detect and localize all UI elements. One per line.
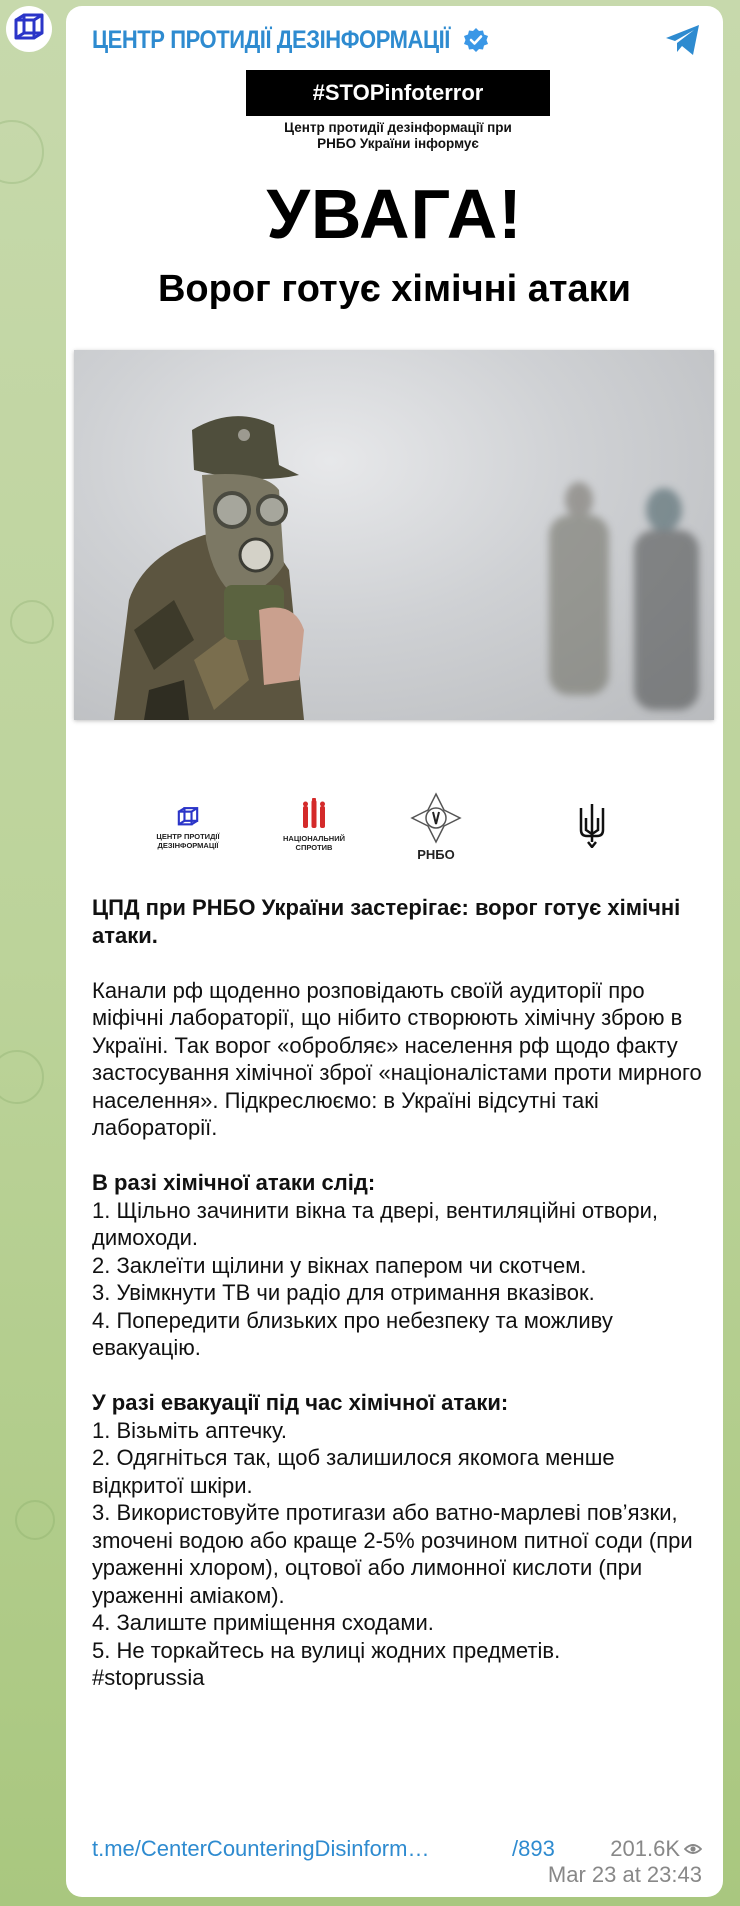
- hypercube-logo-icon: [176, 806, 200, 830]
- hypercube-logo-icon: [12, 12, 46, 46]
- section2-item: 2. Одягніться так, щоб залишилося якомога менше відкритої шкіри.: [92, 1445, 615, 1498]
- poster-headline: УВАГА!: [266, 175, 523, 253]
- rnbo-logo: [406, 792, 466, 862]
- logo-caption: НАЦІОНАЛЬНИЙ: [282, 834, 345, 843]
- section2-title: У разі евакуації під час хімічної атаки:: [92, 1390, 509, 1415]
- banner-subtitle: [216, 120, 580, 152]
- channel-avatar[interactable]: [6, 6, 52, 52]
- view-count: [610, 1836, 702, 1862]
- post-number-link[interactable]: /893: [512, 1836, 555, 1861]
- channel-name[interactable]: ЦЕНТР ПРОТИДІЇ ДЕЗІНФОРМАЦІЇ: [92, 25, 450, 54]
- share-telegram-icon[interactable]: [663, 22, 703, 58]
- post-timestamp: Mar 23 at 23:43: [547, 1862, 702, 1887]
- hashtag-banner: #STOPinfoterror: [246, 70, 550, 116]
- logo-caption: ДЕЗІНФОРМАЦІЇ: [157, 841, 219, 850]
- background-doodle: [10, 600, 54, 644]
- message-lead: ЦПД при РНБО України застерігає: ворог готує хімічні атаки.: [92, 895, 681, 948]
- trident-icon: [578, 804, 606, 848]
- logo-caption: РНБО: [417, 847, 455, 862]
- section1-item: 3. Увімкнути ТВ чи радіо для отримання вказівок.: [92, 1280, 595, 1305]
- eye-icon: [684, 1842, 702, 1856]
- background-doodle: [0, 1050, 44, 1104]
- figures-icon: [300, 798, 328, 832]
- gas-mask-soldier-photo: [74, 350, 714, 720]
- section1-item: 1. Щільно зачинити вікна та двері, вентиляційні отвори, димоходи.: [92, 1197, 659, 1250]
- logo-caption: ЦЕНТР ПРОТИДІЇ: [156, 832, 220, 841]
- poster-image[interactable]: [66, 62, 723, 902]
- poster-subheadline: Ворог готує хімічні атаки: [157, 268, 632, 310]
- views-value: 201.6K: [610, 1836, 680, 1861]
- message-bubble: [66, 6, 723, 1897]
- section1-item: 2. Заклеїти щілини у вікнах папером чи скотчем.: [92, 1252, 587, 1278]
- section2-item: 1. Візьміть аптечку.: [92, 1417, 287, 1443]
- rnbo-emblem-icon: [410, 792, 462, 844]
- message-paragraph: Канали рф щоденно розповідають своїй аудиторії про міфічні лабораторії, що нібито створюють хімічну зброю в Україні. Так ворог «обробляє» населення рф щодо факту застосування хімічної зброї «націоналістами проти мирного населення». Підкреслюємо: в Україні відсутні такі лабораторії.: [92, 977, 702, 1140]
- partner-logos: [66, 798, 723, 888]
- section1-title: В разі хімічної атаки слід:: [92, 1170, 376, 1195]
- banner-subtitle-line1: Центр протидії дезінформації при: [284, 120, 512, 135]
- national-resistance-logo: [274, 798, 354, 852]
- post-link[interactable]: t.me/CenterCounteringDisinform…: [92, 1836, 430, 1861]
- logo-caption: СПРОТИВ: [295, 843, 333, 852]
- photo-illustration: [74, 350, 714, 720]
- hashtag-link[interactable]: #stoprussia: [92, 1665, 205, 1690]
- message-header: [92, 22, 489, 58]
- section2-item: 4. Залиште приміщення сходами.: [92, 1610, 434, 1635]
- section2-item: 3. Використовуйте протигази або ватно-марлеві пов’язки, зmочені водою або краще 2-5% розчином питної соди (при ураженні хлором), оцтової або лимонної кислоти (при ураженні аміаком).: [92, 1500, 693, 1608]
- section2-item: 5. Не торкайтесь на вулиці жодних предметів.: [92, 1637, 561, 1663]
- verified-badge-icon: [463, 27, 489, 53]
- trident-logo: [572, 804, 612, 850]
- message-footer: [92, 1836, 702, 1892]
- background-doodle: [0, 120, 44, 184]
- banner-subtitle-line2: РНБО України інформує: [317, 136, 479, 151]
- background-doodle: [15, 1500, 55, 1540]
- message-text: [92, 894, 702, 1692]
- section1-item: 4. Попередити близьких про небезпеку та можливу евакуацію.: [92, 1307, 613, 1360]
- cpd-logo: [148, 806, 228, 850]
